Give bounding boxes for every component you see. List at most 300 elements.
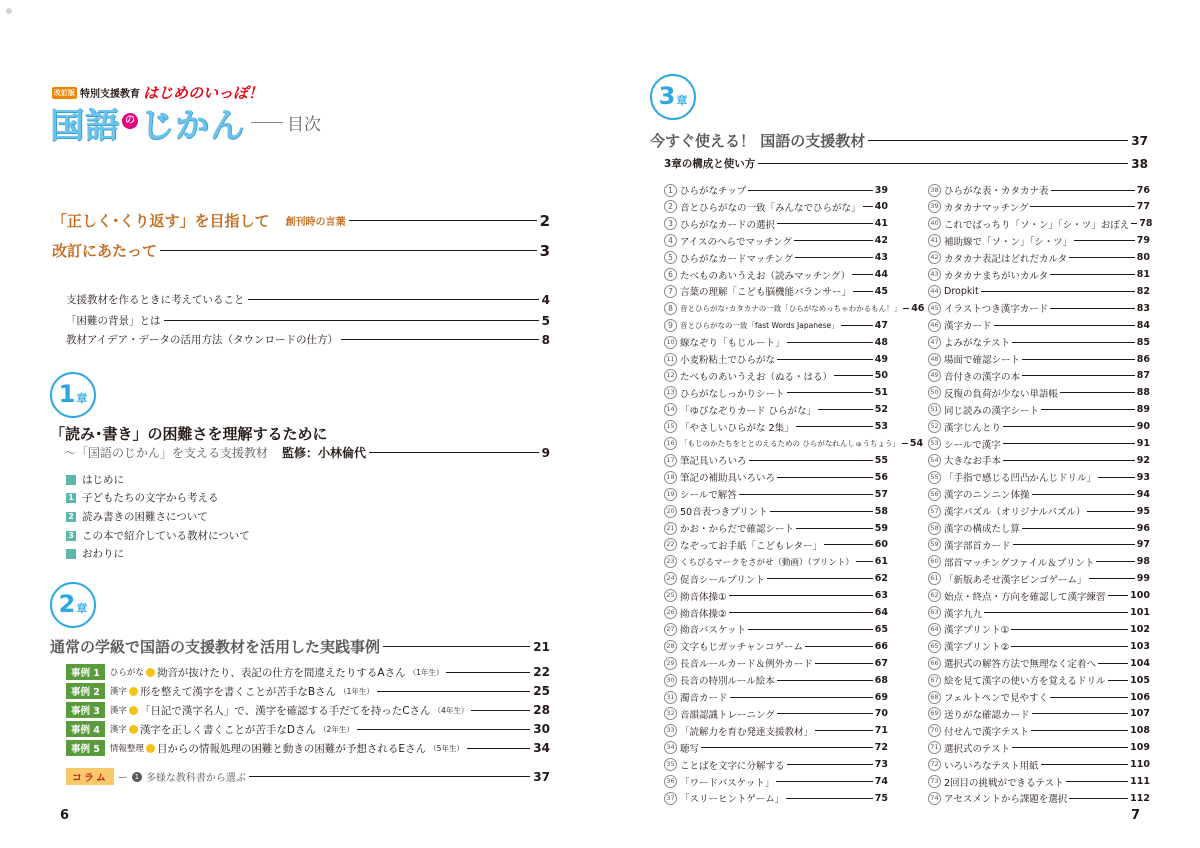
item-title: 絵を見て漢字の使い方を覚えるドリル bbox=[944, 676, 1106, 688]
material-list-item[interactable] bbox=[664, 655, 888, 671]
yellow-dot-icon bbox=[129, 706, 138, 715]
item-number-circle: 7 bbox=[664, 285, 677, 298]
item-title: カタカナ表記はどれだカルタ bbox=[944, 253, 1068, 265]
material-list-item[interactable] bbox=[664, 706, 888, 722]
item-number-circle: 64 bbox=[928, 623, 941, 636]
material-list-item[interactable] bbox=[928, 571, 1150, 587]
material-list-item[interactable] bbox=[928, 469, 1150, 485]
material-list-item[interactable] bbox=[664, 486, 888, 502]
material-list-item[interactable] bbox=[928, 740, 1150, 756]
material-list-item[interactable] bbox=[928, 723, 1150, 739]
material-list-item[interactable] bbox=[664, 182, 888, 198]
item-title: 「やさしいひらがな 2集」 bbox=[680, 422, 794, 434]
item-number-circle: 24 bbox=[664, 572, 677, 585]
item-page-number: 72 bbox=[874, 742, 888, 754]
item-page-number: 106 bbox=[1130, 691, 1150, 703]
item-page-number: 50 bbox=[874, 370, 888, 382]
item-page-number: 90 bbox=[1136, 421, 1150, 433]
material-list-item[interactable] bbox=[928, 368, 1150, 384]
item-number-circle: 69 bbox=[928, 707, 941, 720]
item-title: イラストつき漢字カード bbox=[944, 304, 1049, 316]
item-number-circle: 46 bbox=[928, 319, 941, 332]
material-list-item[interactable] bbox=[928, 452, 1150, 468]
item-page-number: 64 bbox=[874, 607, 888, 618]
chapter-supervisor: 監修：小林倫代 bbox=[282, 446, 367, 460]
material-list-item[interactable] bbox=[928, 419, 1150, 435]
material-list-item[interactable] bbox=[664, 250, 888, 266]
item-page-number: 47 bbox=[874, 319, 888, 331]
toc-page-number: 2 bbox=[539, 211, 550, 230]
item-title: 漢字のニンニン体操 bbox=[944, 490, 1030, 502]
chapter-1-badge bbox=[50, 372, 96, 418]
item-page-number: 44 bbox=[874, 269, 888, 280]
item-title: 言葉の理解「こども脳機能バランサー」 bbox=[680, 287, 852, 299]
item-page-number: 40 bbox=[874, 201, 888, 213]
item-number-circle: 29 bbox=[664, 657, 677, 670]
toc-entry-intro-1[interactable] bbox=[52, 210, 550, 231]
material-list-item[interactable] bbox=[664, 216, 888, 232]
material-list-item[interactable] bbox=[928, 672, 1150, 688]
material-list-item[interactable] bbox=[664, 368, 888, 384]
toc-entry-general-2[interactable] bbox=[66, 313, 550, 328]
item-page-number: 89 bbox=[1136, 404, 1150, 416]
material-list-item[interactable] bbox=[928, 520, 1150, 536]
case-category: 情報整理 bbox=[109, 744, 144, 754]
case-entry-1[interactable] bbox=[66, 664, 550, 680]
chapter-1-bullet[interactable] bbox=[66, 472, 124, 487]
item-page-number: 70 bbox=[874, 708, 888, 720]
leader-line bbox=[729, 612, 873, 613]
item-number-circle: 47 bbox=[928, 336, 941, 349]
leader-line bbox=[776, 781, 872, 782]
item-page-number: 94 bbox=[1136, 488, 1150, 500]
material-list-item[interactable] bbox=[928, 283, 1150, 299]
leader-line bbox=[815, 663, 873, 664]
chapter-1-bullet[interactable] bbox=[66, 546, 124, 561]
leader-line bbox=[1003, 443, 1135, 444]
material-list-item[interactable] bbox=[664, 605, 888, 621]
material-list-item[interactable] bbox=[928, 588, 1150, 604]
leader-line bbox=[984, 612, 1128, 613]
leader-line bbox=[787, 764, 873, 765]
leader-line bbox=[1087, 511, 1134, 512]
toc-entry-label: 創刊時の言葉 bbox=[285, 217, 346, 228]
material-list-item[interactable] bbox=[928, 486, 1150, 502]
chapter-number: 1 bbox=[58, 380, 76, 408]
leader-line bbox=[1098, 477, 1135, 478]
chapter-1-bullet[interactable] bbox=[66, 490, 219, 505]
leader-line bbox=[471, 710, 530, 711]
item-title: 漢字プリント① bbox=[944, 625, 1010, 637]
leader-line bbox=[853, 291, 873, 292]
item-page-number: 100 bbox=[1130, 590, 1150, 602]
case-tag: 事例 1 bbox=[66, 664, 105, 680]
leader-line bbox=[1032, 713, 1129, 714]
leader-line bbox=[749, 460, 873, 461]
item-page-number: 66 bbox=[874, 640, 888, 652]
item-number-circle: 9 bbox=[664, 319, 677, 332]
item-title: 漢字じんとり bbox=[944, 422, 1002, 434]
item-number-circle: 34 bbox=[664, 741, 677, 754]
leader-line bbox=[777, 359, 873, 360]
item-page-number: 83 bbox=[1136, 302, 1150, 314]
item-number-circle: 61 bbox=[928, 572, 941, 585]
item-number-circle: 2 bbox=[664, 200, 677, 213]
right-page bbox=[600, 0, 1200, 848]
toc-entry-intro-2[interactable] bbox=[52, 240, 550, 261]
leader-line bbox=[902, 443, 908, 444]
case-entry-4[interactable] bbox=[66, 721, 550, 737]
toc-entry-title: 「困難の背景」とは bbox=[66, 315, 161, 327]
yellow-dot-icon bbox=[129, 725, 138, 734]
item-title: 線なぞり「もじルート」 bbox=[680, 338, 785, 350]
bullet-text: おわりに bbox=[82, 548, 124, 560]
item-page-number: 88 bbox=[1136, 387, 1150, 399]
item-number-circle: 56 bbox=[928, 488, 941, 501]
logo-title-a: 国語 bbox=[50, 106, 120, 146]
material-list-item[interactable] bbox=[664, 638, 888, 654]
item-title: 漢字プリント② bbox=[944, 642, 1010, 654]
item-page-number: 69 bbox=[874, 691, 888, 703]
item-page-number: 41 bbox=[874, 218, 888, 230]
item-number-circle: 8 bbox=[664, 302, 677, 315]
material-list-item[interactable] bbox=[928, 790, 1150, 806]
page-number-left: 6 bbox=[60, 808, 70, 823]
material-list-item[interactable] bbox=[928, 317, 1150, 333]
material-list-item[interactable] bbox=[928, 706, 1150, 722]
material-list-item[interactable] bbox=[664, 233, 888, 249]
item-title: 拗音体操① bbox=[680, 591, 727, 603]
item-page-number: 77 bbox=[1136, 201, 1150, 213]
item-page-number: 92 bbox=[1136, 454, 1150, 466]
chapter-title: 今すぐ使える！ 国語の支援教材 bbox=[650, 132, 866, 150]
bullet-square bbox=[66, 475, 76, 485]
logo-title-no: の bbox=[122, 113, 138, 129]
item-number-circle: 48 bbox=[928, 353, 941, 366]
item-page-number: 67 bbox=[874, 657, 888, 669]
material-list-item[interactable] bbox=[928, 689, 1150, 705]
item-title: 促音シールプリント bbox=[680, 574, 765, 586]
item-title: くちびるマークをさがせ（動画）（プリント） bbox=[680, 557, 854, 568]
material-list-item[interactable] bbox=[928, 621, 1150, 637]
item-number-circle: 3 bbox=[664, 217, 677, 230]
material-list-item[interactable] bbox=[664, 672, 888, 688]
page-number-right: 7 bbox=[1131, 808, 1141, 823]
item-page-number: 97 bbox=[1136, 539, 1150, 551]
item-number-circle: 23 bbox=[664, 555, 677, 568]
case-tag: 事例 3 bbox=[66, 702, 105, 718]
toc-page-number: 30 bbox=[533, 722, 550, 736]
chapter-suffix: 章 bbox=[76, 392, 88, 405]
material-list-item[interactable] bbox=[928, 757, 1150, 773]
leader-line bbox=[701, 747, 873, 748]
toc-page-number: 5 bbox=[541, 313, 550, 328]
item-title: ことばを文字に分解する bbox=[680, 760, 785, 772]
item-page-number: 42 bbox=[874, 235, 888, 247]
material-list-item[interactable] bbox=[664, 469, 888, 485]
item-page-number: 103 bbox=[1130, 640, 1150, 652]
item-title: ひらがなチップ bbox=[680, 186, 747, 197]
item-number-circle: 15 bbox=[664, 420, 677, 433]
material-list-item[interactable] bbox=[928, 182, 1150, 198]
item-title: 音とひらがなの一致「fast Words Japanese」 bbox=[680, 320, 839, 330]
material-list-item[interactable] bbox=[928, 655, 1150, 671]
item-title: アセスメントから課題を選択 bbox=[944, 794, 1068, 806]
material-list-item[interactable] bbox=[928, 300, 1150, 316]
material-list-item[interactable] bbox=[664, 554, 888, 570]
bullet-text: 読み書きの困難さについて bbox=[82, 511, 208, 523]
item-number-circle: 39 bbox=[928, 200, 941, 213]
toc-label: 目次 bbox=[287, 115, 321, 135]
leader-line bbox=[248, 299, 539, 300]
chapter-3-badge bbox=[650, 74, 696, 120]
item-number-circle: 35 bbox=[664, 758, 677, 771]
item-title: 漢字部首カード bbox=[944, 540, 1011, 552]
leader-line bbox=[868, 140, 1128, 141]
chapter-1-bullet[interactable] bbox=[66, 509, 208, 524]
item-title: 付せんで漢字テスト bbox=[944, 726, 1030, 738]
item-number-circle: 27 bbox=[664, 623, 677, 636]
item-title: ひらがなしっかりシート bbox=[680, 388, 785, 400]
leader-line bbox=[981, 291, 1135, 292]
toc-entry-general-1[interactable] bbox=[66, 292, 550, 307]
material-list-item[interactable] bbox=[928, 537, 1150, 553]
column-number: 1 bbox=[132, 772, 142, 782]
item-number-circle: 10 bbox=[664, 336, 677, 349]
case-category: ひらがな bbox=[109, 668, 144, 678]
material-list-item[interactable] bbox=[928, 638, 1150, 654]
case-entry-5[interactable] bbox=[66, 740, 550, 756]
item-page-number: 81 bbox=[1136, 269, 1150, 280]
material-list-item[interactable] bbox=[928, 216, 1153, 232]
case-category: 漢字 bbox=[109, 687, 127, 697]
leader-line bbox=[467, 748, 530, 749]
item-number-circle: 57 bbox=[928, 505, 941, 518]
chapter-3-title[interactable] bbox=[650, 130, 1148, 151]
case-tag: 事例 5 bbox=[66, 740, 105, 756]
item-title: たべものあいうえお（読みマッチング） bbox=[680, 270, 851, 282]
chapter-2-badge bbox=[50, 582, 96, 628]
leader-line bbox=[1022, 359, 1135, 360]
leader-line bbox=[1108, 595, 1129, 596]
item-number-circle: 60 bbox=[928, 555, 941, 568]
leader-line bbox=[795, 257, 873, 258]
item-number-circle: 32 bbox=[664, 707, 677, 720]
toc-entry-title: 改訂にあたって bbox=[52, 242, 158, 260]
item-page-number: 108 bbox=[1130, 725, 1150, 737]
material-list-item[interactable] bbox=[664, 571, 888, 587]
leader-line bbox=[818, 409, 873, 410]
item-number-circle: 65 bbox=[928, 640, 941, 653]
chapter-1-bullet[interactable] bbox=[66, 528, 250, 543]
leader-line bbox=[1012, 747, 1128, 748]
item-number-circle: 36 bbox=[664, 775, 677, 788]
material-list-item[interactable] bbox=[664, 317, 888, 333]
material-list-item[interactable] bbox=[664, 283, 888, 299]
material-list-item[interactable] bbox=[928, 402, 1150, 418]
material-list-item[interactable] bbox=[664, 503, 888, 519]
chapter-2-title[interactable] bbox=[50, 636, 550, 657]
leader-line bbox=[1108, 680, 1129, 681]
leader-line bbox=[863, 206, 873, 207]
leader-line bbox=[794, 240, 873, 241]
toc-page-number: 34 bbox=[533, 741, 550, 755]
chapter-1-title[interactable] bbox=[50, 423, 328, 444]
item-page-number: 65 bbox=[874, 623, 888, 635]
leader-line bbox=[1011, 646, 1128, 647]
item-page-number: 73 bbox=[874, 759, 888, 771]
revised-badge: 改訂版 bbox=[54, 88, 75, 97]
item-title: ひらがなカードマッチング bbox=[680, 253, 793, 265]
item-title: 拗音バスケット bbox=[680, 625, 747, 637]
leader-line bbox=[767, 578, 873, 579]
material-list-item[interactable] bbox=[928, 199, 1150, 215]
item-number-circle: 16 bbox=[664, 437, 677, 450]
yellow-dot-icon bbox=[129, 687, 138, 696]
item-page-number: 63 bbox=[874, 590, 888, 602]
item-page-number: 110 bbox=[1130, 759, 1150, 771]
item-number-circle: 49 bbox=[928, 369, 941, 382]
leader-line bbox=[1030, 206, 1134, 207]
item-number-circle: 12 bbox=[664, 369, 677, 382]
item-title: 反復の負荷が少ない単語帳 bbox=[944, 388, 1059, 400]
logo-ippo: はじめのいっぽ！ bbox=[143, 84, 264, 102]
item-number-circle: 43 bbox=[928, 268, 941, 281]
leader-line bbox=[377, 691, 530, 692]
item-number-circle: 54 bbox=[928, 454, 941, 467]
material-list-item[interactable] bbox=[928, 250, 1150, 266]
column-text: 多様な教科書から選ぶ bbox=[145, 773, 246, 784]
leader-line bbox=[824, 544, 873, 545]
material-list-item[interactable] bbox=[928, 605, 1150, 621]
item-number-circle: 74 bbox=[928, 792, 941, 805]
material-list-item[interactable] bbox=[664, 267, 888, 283]
item-title: 文字もじガッチャンコゲーム bbox=[680, 642, 804, 654]
leader-line bbox=[1032, 494, 1135, 495]
leader-line bbox=[357, 729, 530, 730]
case-grade: （2年生） bbox=[319, 724, 354, 734]
material-list-item[interactable] bbox=[928, 554, 1150, 570]
item-page-number: 39 bbox=[874, 184, 888, 196]
item-title: なぞってお手紙「こどもレター」 bbox=[680, 540, 823, 552]
material-list-item[interactable] bbox=[664, 740, 888, 756]
item-page-number: 58 bbox=[874, 505, 888, 517]
leader-line bbox=[796, 528, 873, 529]
item-page-number: 74 bbox=[874, 776, 888, 787]
item-number-circle: 51 bbox=[928, 403, 941, 416]
material-list-item[interactable] bbox=[664, 385, 888, 401]
item-page-number: 78 bbox=[1139, 218, 1153, 230]
material-list-item[interactable] bbox=[664, 351, 888, 367]
item-title: 筆記の補助具いろいろ bbox=[680, 473, 776, 485]
material-list-item[interactable] bbox=[928, 334, 1150, 350]
item-title: 長音の特別ルール絵本 bbox=[680, 676, 775, 688]
material-list-item[interactable] bbox=[664, 334, 888, 350]
item-title: 2回目の挑戦ができるテスト bbox=[944, 777, 1064, 789]
material-list-item[interactable] bbox=[664, 452, 888, 468]
material-list-item[interactable] bbox=[928, 436, 1150, 452]
case-text: 目からの情報処理の困難と動きの困難が予想されるEさん bbox=[156, 742, 427, 755]
leader-line bbox=[748, 190, 873, 191]
logo-subtitle: 特別支援教育 bbox=[80, 89, 140, 100]
item-page-number: 54 bbox=[909, 438, 924, 449]
leader-line bbox=[249, 776, 530, 777]
material-list-item[interactable] bbox=[664, 723, 888, 739]
item-page-number: 107 bbox=[1130, 708, 1150, 720]
leader-line bbox=[1011, 629, 1128, 630]
material-list-item[interactable] bbox=[928, 385, 1150, 401]
item-page-number: 109 bbox=[1130, 742, 1150, 754]
chapter-sub-title: 3章の構成と使い方 bbox=[664, 158, 756, 170]
material-list-item[interactable] bbox=[664, 199, 888, 215]
item-title: 音とひらがな･カタカナの一致「ひらがなめっちゃわかるもん！」 bbox=[680, 303, 902, 313]
item-page-number: 79 bbox=[1136, 235, 1150, 247]
item-title: これでばっちり「ソ・ン」「シ・ツ」おぼえ bbox=[944, 219, 1130, 231]
leader-line bbox=[1051, 190, 1135, 191]
material-list-item[interactable] bbox=[664, 520, 888, 536]
item-number-circle: 14 bbox=[664, 403, 677, 416]
item-title: 補助線で「ソ・ン」「シ・ツ」 bbox=[944, 236, 1073, 248]
item-title: 音とひらがなの一致「みんなでひらがな」 bbox=[680, 202, 861, 214]
material-list-item[interactable] bbox=[664, 621, 888, 637]
material-list-item[interactable] bbox=[664, 790, 888, 806]
toc-entry-title: 教材アイデア・データの活用方法（タウンロードの仕方） bbox=[66, 334, 339, 346]
item-number-circle: 6 bbox=[664, 268, 677, 281]
item-page-number: 80 bbox=[1136, 252, 1150, 264]
material-list-item[interactable] bbox=[664, 757, 888, 773]
material-list-item[interactable] bbox=[664, 689, 888, 705]
material-list-item[interactable] bbox=[664, 537, 888, 553]
toc-entry-general-3[interactable] bbox=[66, 332, 550, 347]
item-title: カタカナマッチング bbox=[944, 202, 1029, 214]
material-list-item[interactable] bbox=[664, 300, 925, 316]
bullet-text: 子どもたちの文字から考える bbox=[82, 492, 219, 504]
material-list-item[interactable] bbox=[664, 588, 888, 604]
case-category: 漢字 bbox=[109, 725, 127, 735]
item-title: 場面で確認シート bbox=[944, 355, 1021, 366]
item-page-number: 43 bbox=[874, 252, 888, 264]
item-title: 50音表つきプリント bbox=[680, 507, 768, 519]
item-number-circle: 26 bbox=[664, 606, 677, 619]
material-list-item[interactable] bbox=[928, 351, 1150, 367]
material-list-item[interactable] bbox=[664, 419, 888, 435]
case-entry-3[interactable] bbox=[66, 702, 550, 718]
material-list-item[interactable] bbox=[928, 267, 1150, 283]
item-number-circle: 13 bbox=[664, 386, 677, 399]
column-entry[interactable] bbox=[66, 768, 550, 785]
chapter-number: 3 bbox=[658, 82, 676, 110]
material-list-item[interactable] bbox=[664, 402, 888, 418]
case-entry-2[interactable] bbox=[66, 683, 550, 699]
leader-line bbox=[1022, 375, 1135, 376]
case-text: 「日記で漢字名人」で、漢字を確認する手だてを持ったCさん bbox=[139, 704, 431, 717]
leader-line bbox=[1041, 409, 1135, 410]
material-list-item[interactable] bbox=[664, 436, 924, 452]
chapter-1-subtitle-row[interactable] bbox=[64, 444, 550, 461]
material-list-item[interactable] bbox=[928, 774, 1150, 790]
item-page-number: 93 bbox=[1136, 471, 1150, 483]
material-list-item[interactable] bbox=[664, 774, 888, 790]
material-list-item[interactable] bbox=[928, 503, 1150, 519]
material-list-item[interactable] bbox=[928, 233, 1150, 249]
chapter-3-sub[interactable] bbox=[664, 156, 1148, 171]
bullet-square: 3 bbox=[66, 531, 76, 541]
item-page-number: 95 bbox=[1136, 505, 1150, 517]
item-title: 漢字カード bbox=[944, 321, 992, 333]
toc-entry-title: 「正しく･くり返す」を目指して bbox=[52, 212, 270, 230]
case-category: 漢字 bbox=[109, 706, 127, 716]
item-page-number: 75 bbox=[874, 792, 888, 804]
